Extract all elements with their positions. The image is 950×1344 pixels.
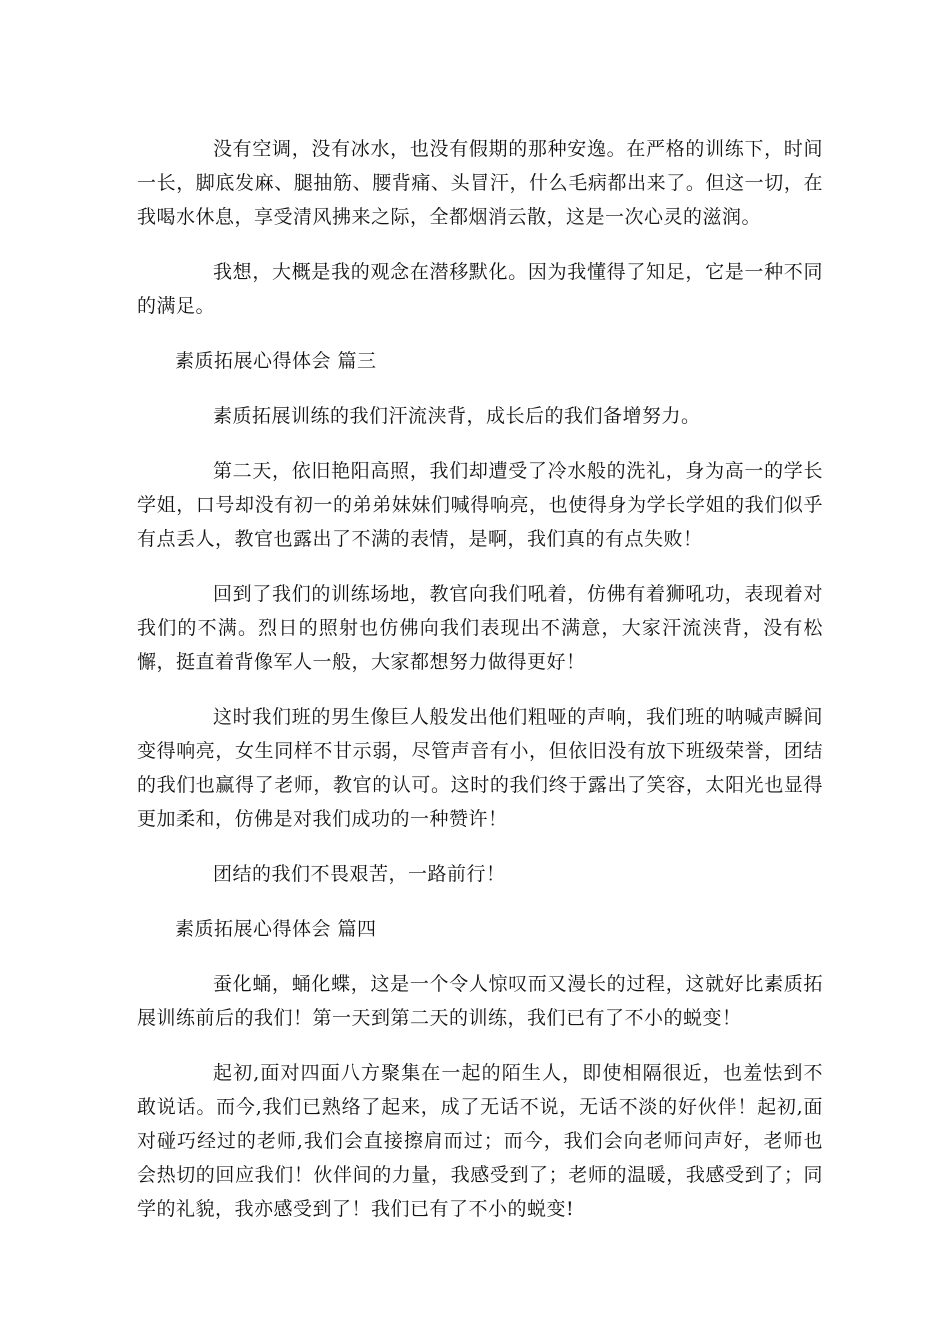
paragraph: 我想，大概是我的观念在潜移默化。因为我懂得了知足，它是一种不同的满足。	[137, 261, 823, 317]
document-body	[137, 132, 823, 1247]
section-heading: 素质拓展心得体会 篇三	[175, 350, 377, 372]
paragraph: 这时我们班的男生像巨人般发出他们粗哑的声响，我们班的呐喊声瞬间变得响亮，女生同样不甘示弱，尽管声音有小，但依旧没有放下班级荣誉，团结的我们也赢得了老师，教官的认可。这时的我们终于露出了笑容，太阳光也显得更加柔和，仿佛是对我们成功的一种赞许！	[137, 706, 823, 830]
paragraph: 起初,面对四面八方聚集在一起的陌生人，即使相隔很近，也羞怯到不敢说话。而今,我们已熟络了起来，成了无话不说，无话不淡的好伙伴！起初,面对碰巧经过的老师,我们会直接擦肩而过；而今，我们会向老师问声好，老师也会热切的回应我们！伙伴间的力量，我感受到了；老师的温暖，我感受到了；同学的礼貌，我亦感受到了！我们已有了不小的蜕变!	[137, 1062, 823, 1220]
paragraph: 没有空调，没有冰水，也没有假期的那种安逸。在严格的训练下，时间一长，脚底发麻、腿抽筋、腰背痛、头冒汗，什么毛病都出来了。但这一切，在我喝水休息，享受清风拂来之际，全都烟消云散，这是一次心灵的滋润。	[137, 138, 823, 228]
paragraph: 蚕化蛹，蛹化蝶，这是一个令人惊叹而又漫长的过程，这就好比素质拓展训练前后的我们！第一天到第二天的训练，我们已有了不小的蜕变！	[137, 973, 823, 1029]
paragraph: 回到了我们的训练场地，教官向我们吼着，仿佛有着狮吼功，表现着对我们的不满。烈日的照射也仿佛向我们表现出不满意，大家汗流浃背，没有松懈，挺直着背像军人一般，大家都想努力做得更好！	[137, 583, 823, 673]
paragraph: 第二天，依旧艳阳高照，我们却遭受了冷水般的洗礼，身为高一的学长学姐，口号却没有初一的弟弟妹妹们喊得响亮，也使得身为学长学姐的我们似乎有点丢人，教官也露出了不满的表情，是啊，我们真的有点失败！	[137, 460, 823, 550]
paragraph: 团结的我们不畏艰苦，一路前行！	[213, 863, 506, 885]
paragraph: 素质拓展训练的我们汗流浃背，成长后的我们备增努力。	[213, 405, 701, 427]
section-heading: 素质拓展心得体会 篇四	[175, 918, 377, 940]
